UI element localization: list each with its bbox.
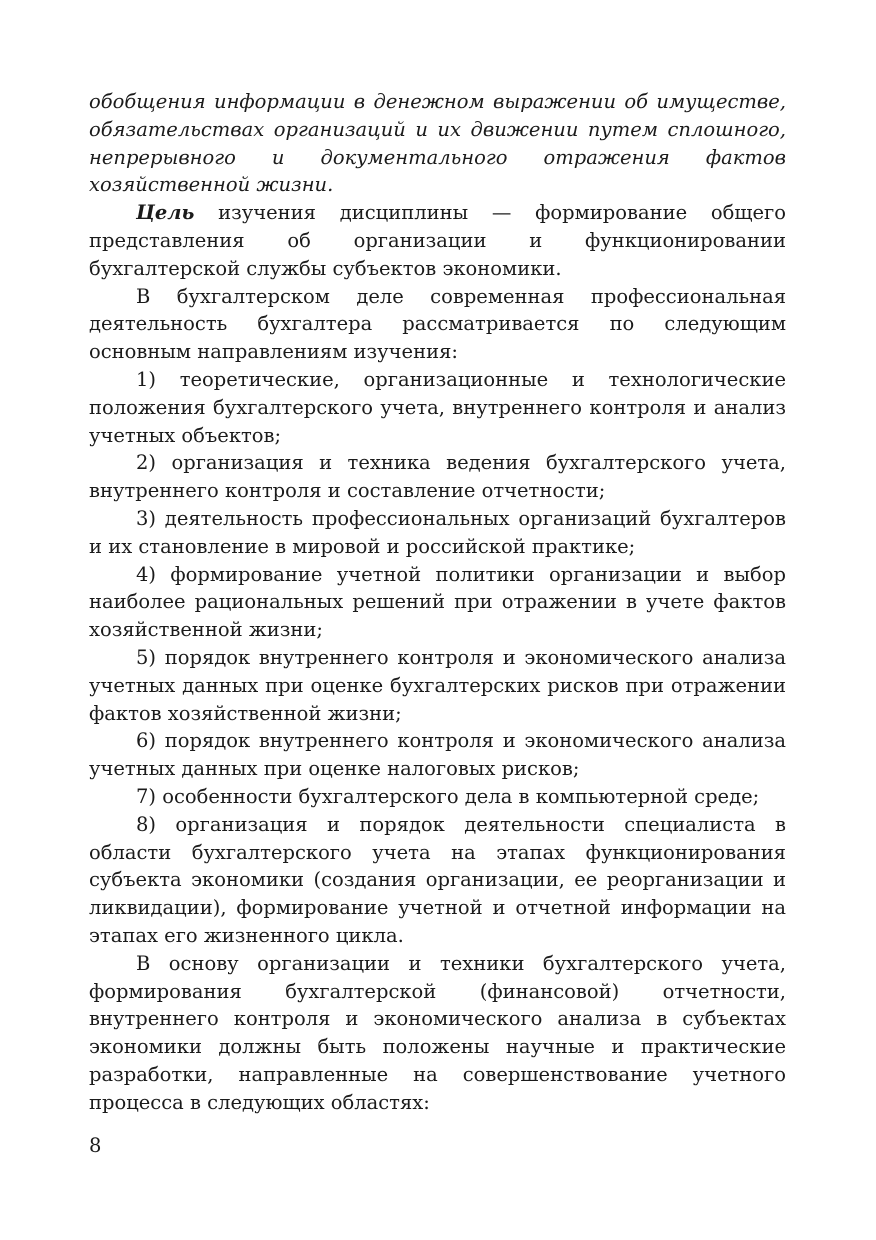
direction-item-1: 1) теоретические, организационные и технологические положения бухгалтерского учета, внутреннего контроля и анализ учетных объектов; bbox=[89, 367, 786, 447]
intro-paragraph: обобщения информации в денежном выражении об имуществе, обязательствах организаций и их движении путем сплошного, непрерывного и документального отражения фактов хозяйственной жизни. bbox=[89, 90, 786, 197]
direction-item-4: 4) формирование учетной политики организации и выбор наиболее рациональных решений при отражении в учете фактов хозяйственной жизни; bbox=[89, 562, 786, 642]
page-number: 8 bbox=[89, 1134, 102, 1157]
goal-term: Цель bbox=[136, 201, 195, 225]
direction-item-6: 6) порядок внутреннего контроля и экономического анализа учетных данных при оценке налоговых рисков; bbox=[89, 729, 786, 781]
conclusion-paragraph: В основу организации и техники бухгалтерского учета, формирования бухгалтерской (финансовой) отчетности, внутреннего контроля и экономического анализа в субъектах экономики должны быть положены научные и практические разработки, направленные на совершенствование учетного процесса в следующих областях: bbox=[89, 951, 786, 1114]
page-body bbox=[89, 88, 786, 1116]
direction-item-5: 5) порядок внутреннего контроля и экономического анализа учетных данных при оценке бухгалтерских рисков при отражении фактов хозяйственной жизни; bbox=[89, 645, 786, 725]
direction-item-7: 7) особенности бухгалтерского дела в компьютерной среде; bbox=[136, 784, 760, 808]
goal-paragraph bbox=[89, 199, 786, 282]
direction-item-8: 8) организация и порядок деятельности специалиста в области бухгалтерского учета на этапах функционирования субъекта экономики (создания организации, ее реорганизации и ликвидации), формирование учетной и отчетной информации на этапах его жизненного цикла. bbox=[89, 812, 786, 947]
goal-text: изучения дисциплины — формирование общего представления об организации и функционировании бухгалтерской службы субъектов экономики. bbox=[89, 201, 786, 280]
direction-item-2: 2) организация и техника ведения бухгалтерского учета, внутреннего контроля и составление отчетности; bbox=[89, 451, 786, 503]
direction-item-3: 3) деятельность профессиональных организаций бухгалтеров и их становление в мировой и российской практике; bbox=[89, 506, 786, 558]
directions-intro-paragraph: В бухгалтерском деле современная профессиональная деятельность бухгалтера рассматривается по следующим основным направлениям изучения: bbox=[89, 284, 786, 364]
